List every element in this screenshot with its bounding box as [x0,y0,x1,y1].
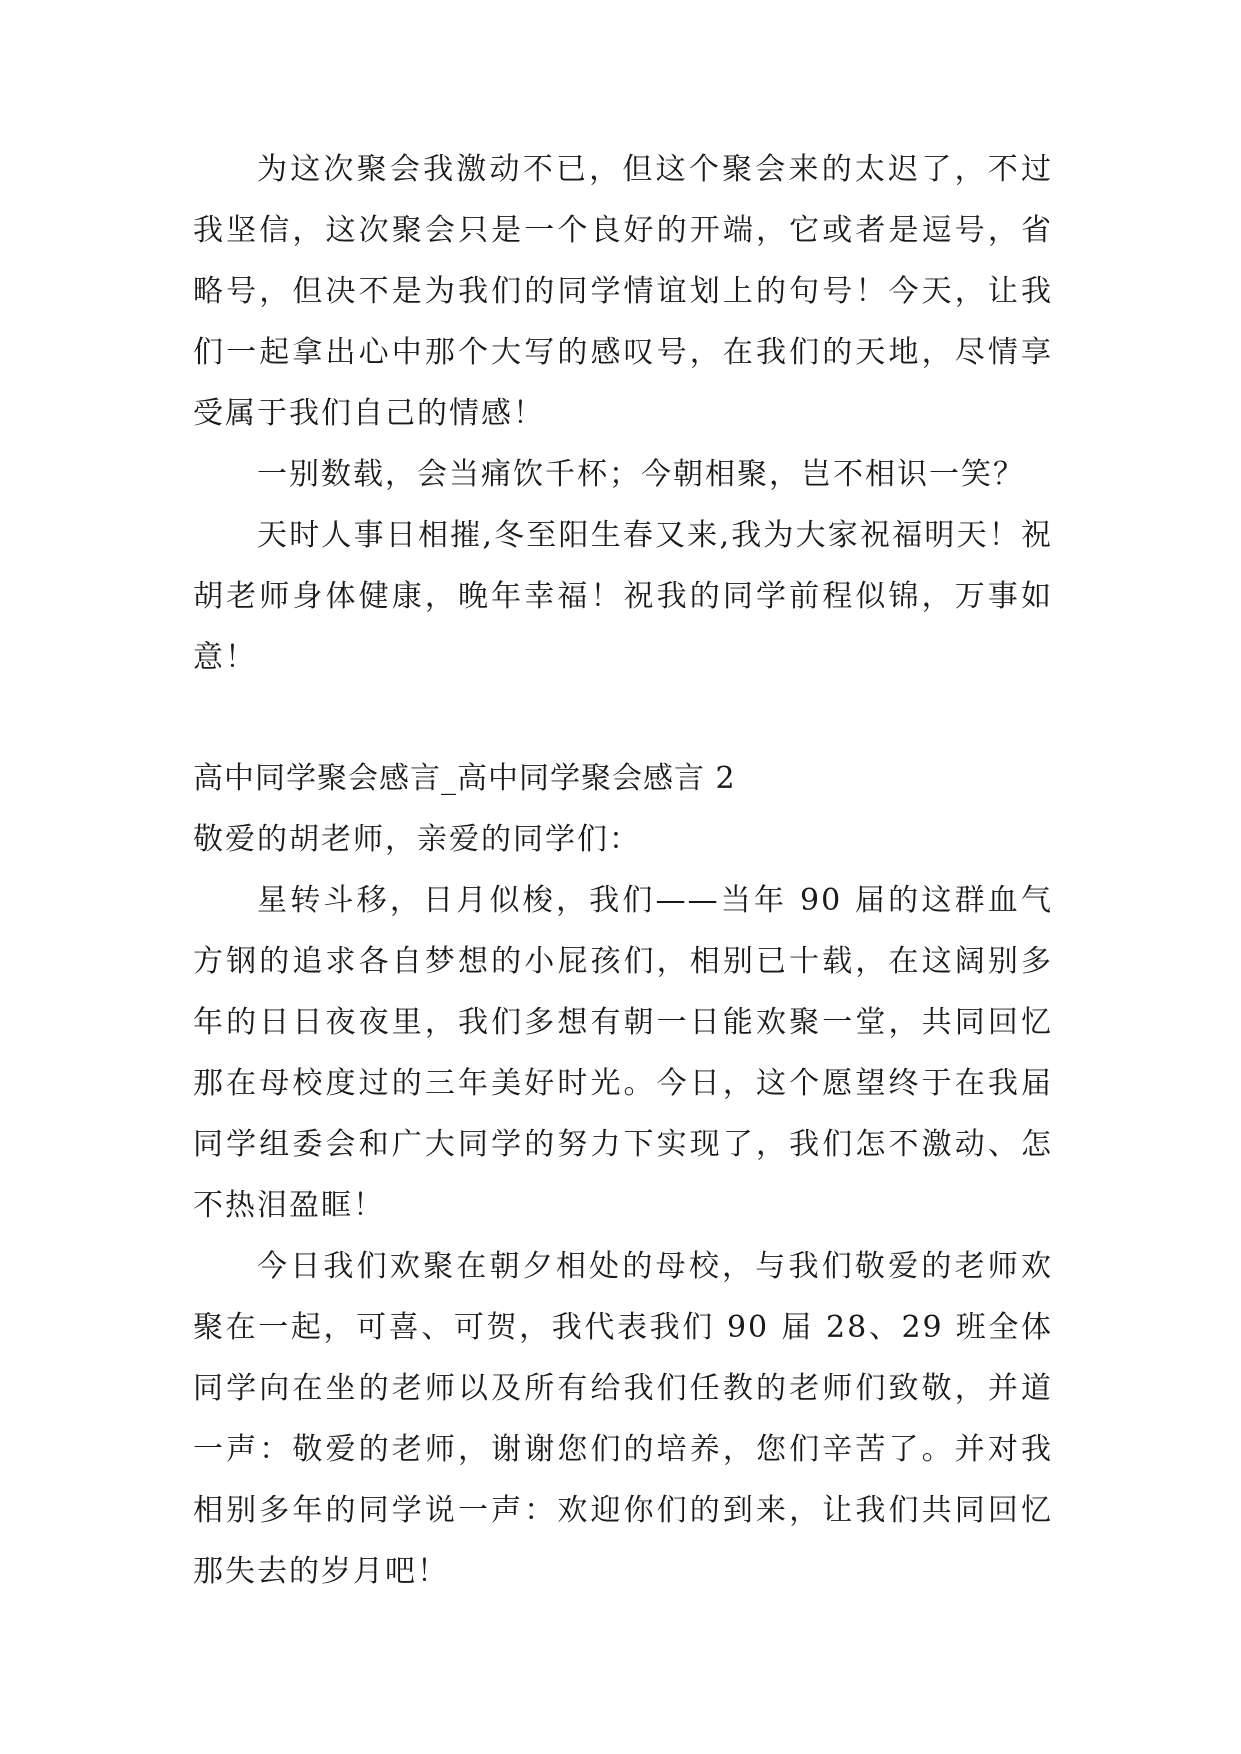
section-1 [193,139,1053,688]
paragraph: 一别数载，会当痛饮千杯；今朝相聚，岂不相识一笑？ [257,457,1025,492]
section-title: 高中同学聚会感言_高中同学聚会感言 2 [193,761,736,796]
paragraph: 今日我们欢聚在朝夕相处的母校，与我们敬爱的老师欢聚在一起，可喜、可贺，我代表我们 90 届 28、29 班全体同学向在坐的老师以及所有给我们任教的老师们致敬，并道一声：敬爱的老师，谢谢您们的培养，您们辛苦了。并对我相别多年的同学说一声：欢迎你们的到来，让我们共同回忆那失去的岁月吧！ [193,1249,1053,1589]
paragraph: 天时人事日相摧,冬至阳生春又来,我为大家祝福明天！祝胡老师身体健康，晚年幸福！祝我的同学前程似锦，万事如意！ [193,518,1053,675]
paragraph: 星转斗移，日月似梭，我们——当年 90 届的这群血气方钢的追求各自梦想的小屁孩们，相别已十载，在这阔别多年的日日夜夜里，我们多想有朝一日能欢聚一堂，共同回忆那在母校度过的三年美好时光。今日，这个愿望终于在我届同学组委会和广大同学的努力下实现了，我们怎不激动、怎不热泪盈眶！ [193,883,1053,1223]
paragraph: 为这次聚会我激动不已，但这个聚会来的太迟了，不过我坚信，这次聚会只是一个良好的开端，它或者是逗号，省略号，但决不是为我们的同学情谊划上的句号！今天，让我们一起拿出心中那个大写的感叹号，在我们的天地，尽情享受属于我们自己的情感！ [193,152,1053,431]
section-2 [193,748,1053,1602]
salutation: 敬爱的胡老师，亲爱的同学们： [193,822,641,857]
